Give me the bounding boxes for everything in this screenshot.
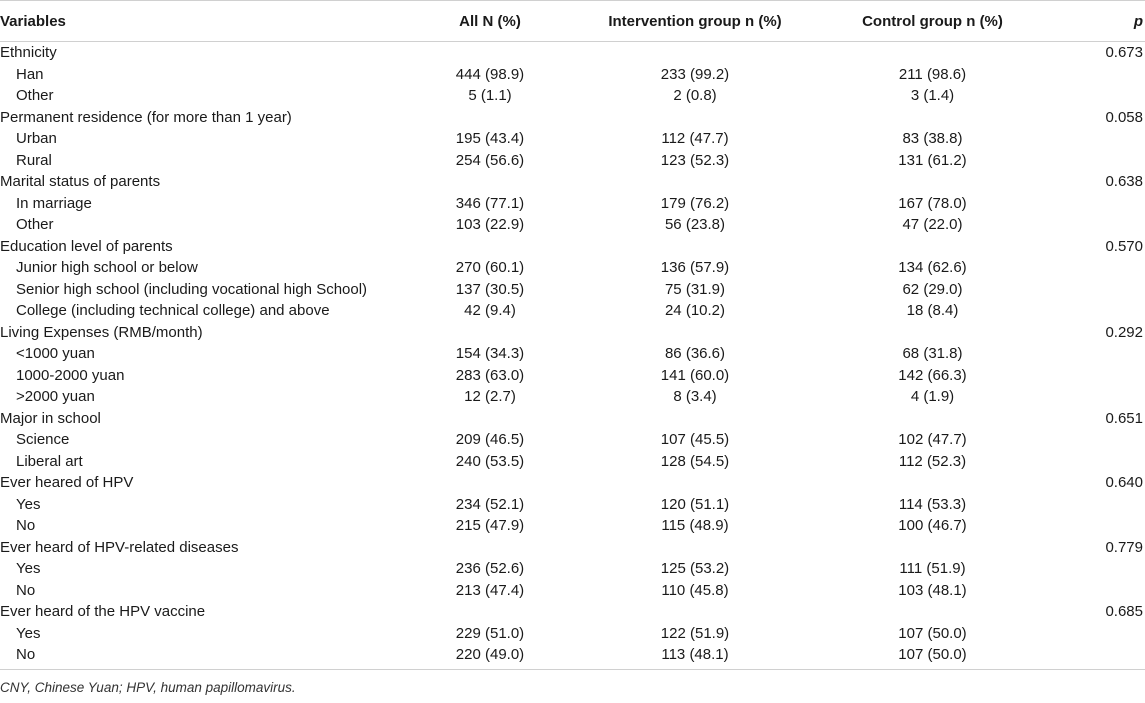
cell-intervention: 107 (45.5): [660, 431, 730, 448]
cell-all: 444 (98.9): [455, 65, 525, 83]
cell-intervention: 56 (23.8): [664, 216, 726, 233]
cell-intervention: 122 (51.9): [660, 624, 730, 642]
cell-variable: Urban: [16, 130, 57, 147]
cell-intervention: [580, 537, 810, 559]
table-row: [0, 580, 1145, 602]
cell-variable: No: [16, 517, 36, 534]
cell-intervention: [580, 601, 810, 623]
cell-all: [400, 107, 580, 129]
cell-variable: Han: [16, 65, 44, 83]
table-footnote: CNY, Chinese Yuan; HPV, human papillomavirus.: [0, 680, 296, 695]
cell-all: 346 (77.1): [455, 194, 525, 212]
cell-p-value: 0.570: [1105, 237, 1143, 255]
cell-control: 83 (38.8): [902, 130, 963, 147]
cell-p-value: [1055, 214, 1145, 236]
cell-control: 131 (61.2): [898, 151, 967, 169]
cell-intervention: [580, 322, 810, 344]
cell-intervention: 179 (76.2): [660, 194, 730, 212]
cell-all: 42 (9.4): [464, 302, 516, 319]
cell-intervention: [580, 408, 810, 430]
table-row-category: [0, 537, 1145, 559]
table-row: [0, 623, 1145, 645]
table-row-category: [0, 322, 1145, 344]
table-row: [0, 429, 1145, 451]
table-row: [0, 128, 1145, 150]
cell-control: [810, 472, 1055, 494]
cell-variable: Junior high school or below: [16, 259, 198, 276]
cell-intervention: [580, 236, 810, 258]
cell-control: 134 (62.6): [898, 259, 967, 276]
cell-p-value: 0.779: [1105, 538, 1143, 556]
cell-intervention: 233 (99.2): [660, 65, 730, 83]
header-p: p: [1055, 1, 1145, 42]
cell-control: 47 (22.0): [902, 216, 963, 233]
cell-control: [810, 236, 1055, 258]
cell-control: 211 (98.6): [898, 65, 967, 83]
cell-p-value: 0.685: [1105, 603, 1143, 620]
table-row: [0, 150, 1145, 172]
cell-intervention: 120 (51.1): [660, 495, 730, 513]
cell-intervention: 115 (48.9): [661, 517, 729, 534]
cell-p-value: [1055, 365, 1145, 387]
cell-variable: 1000-2000 yuan: [16, 366, 125, 384]
cell-all: 103 (22.9): [455, 216, 525, 233]
cell-all: [400, 322, 580, 344]
cell-control: 107 (50.0): [810, 644, 1055, 669]
table-row-category: [0, 472, 1145, 494]
cell-p-value: [1055, 257, 1145, 279]
cell-all: 12 (2.7): [464, 388, 516, 405]
cell-variable: Yes: [16, 560, 41, 577]
table-row: [0, 343, 1145, 365]
table-header: [0, 1, 1145, 42]
cell-intervention: 141 (60.0): [660, 366, 730, 384]
cell-intervention: 86 (36.6): [664, 345, 726, 362]
cell-p-value: [1055, 644, 1145, 669]
cell-p-value: [1055, 429, 1145, 451]
cell-control: [810, 408, 1055, 430]
cell-p-value: [1055, 558, 1145, 580]
table-row-category: [0, 107, 1145, 129]
cell-intervention: [580, 42, 810, 64]
cell-control: 68 (31.8): [902, 345, 963, 362]
cell-intervention: 136 (57.9): [660, 259, 730, 276]
cell-variable: Science: [16, 431, 70, 448]
cell-control: 102 (47.7): [898, 431, 967, 448]
table-body: [0, 42, 1145, 670]
table-row-category: [0, 408, 1145, 430]
cell-control: 107 (50.0): [898, 624, 967, 642]
cell-variable: Liberal art: [16, 452, 83, 470]
table-row: [0, 300, 1145, 322]
table-row-category: [0, 42, 1145, 64]
cell-p-value: [1055, 150, 1145, 172]
table-row: [0, 451, 1145, 473]
cell-variable: In marriage: [16, 194, 92, 212]
cell-variable: Marital status of parents: [0, 173, 161, 190]
cell-variable: Ethnicity: [0, 44, 57, 61]
cell-variable: Senior high school (including vocational high School): [16, 280, 368, 298]
table-row: [0, 644, 1145, 669]
table-row: [0, 386, 1145, 408]
cell-p-value: [1055, 386, 1145, 408]
cell-intervention: [580, 472, 810, 494]
cell-p-value: [1055, 64, 1145, 86]
header-all: All N (%): [400, 1, 580, 42]
cell-p-value: [1055, 85, 1145, 107]
table-row: [0, 85, 1145, 107]
cell-p-value: [1055, 451, 1145, 473]
cell-p-value: 0.673: [1105, 44, 1143, 61]
header-control: Control group n (%): [810, 1, 1055, 42]
cell-intervention: 110 (45.8): [661, 581, 729, 599]
cell-intervention: 128 (54.5): [660, 452, 730, 470]
cell-all: 240 (53.5): [455, 452, 525, 470]
cell-intervention: 2 (0.8): [673, 87, 717, 104]
cell-variable: <1000 yuan: [16, 345, 95, 362]
table-row: [0, 214, 1145, 236]
cell-control: 18 (8.4): [906, 302, 959, 319]
cell-control: 142 (66.3): [898, 366, 967, 384]
cell-p-value: [1055, 300, 1145, 322]
cell-all: [400, 408, 580, 430]
cell-control: 112 (52.3): [898, 452, 967, 470]
cell-p-value: [1055, 193, 1145, 215]
cell-variable: No: [16, 581, 36, 599]
cell-all: [400, 472, 580, 494]
cell-intervention: 75 (31.9): [664, 280, 726, 298]
table-row-category: [0, 171, 1145, 193]
header-variables: Variables: [0, 1, 400, 42]
cell-control: 103 (48.1): [898, 581, 967, 599]
table-row: [0, 558, 1145, 580]
cell-all: 215 (47.9): [455, 517, 525, 534]
cell-all: 283 (63.0): [455, 366, 525, 384]
cell-control: 111 (51.9): [899, 560, 966, 577]
cell-all: 137 (30.5): [455, 280, 525, 298]
cell-intervention: 8 (3.4): [673, 388, 717, 405]
cell-p-value: [1055, 515, 1145, 537]
cell-control: 100 (46.7): [898, 517, 967, 534]
cell-variable: College (including technical college) and above: [16, 302, 330, 319]
cell-all: [400, 42, 580, 64]
cell-p-value: [1055, 343, 1145, 365]
cell-p-value: 0.638: [1105, 173, 1143, 190]
cell-intervention: 123 (52.3): [660, 151, 730, 169]
cell-all: 254 (56.6): [455, 151, 525, 169]
cell-intervention: 112 (47.7): [661, 130, 729, 147]
cell-p-value: [1055, 279, 1145, 301]
cell-intervention: [580, 171, 810, 193]
cell-variable: Ever heared of HPV: [0, 474, 134, 491]
header-row: [0, 1, 1145, 42]
cell-all: [400, 171, 580, 193]
cell-variable: Ever heard of the HPV vaccine: [0, 603, 206, 620]
cell-all: [400, 601, 580, 623]
cell-variable: Major in school: [0, 409, 101, 427]
cell-all: 220 (49.0): [400, 644, 580, 669]
table-row: [0, 494, 1145, 516]
cell-variable: Other: [16, 87, 54, 104]
table-row: [0, 365, 1145, 387]
cell-all: 236 (52.6): [455, 560, 525, 577]
cell-p-value: 0.640: [1105, 474, 1143, 491]
cell-p-value: [1055, 128, 1145, 150]
cell-intervention: 125 (53.2): [660, 560, 730, 577]
cell-control: 114 (53.3): [898, 495, 967, 513]
cell-all: 229 (51.0): [455, 624, 525, 642]
cell-all: 209 (46.5): [455, 431, 525, 448]
table-row: [0, 279, 1145, 301]
cell-p-value: 0.292: [1105, 323, 1143, 341]
cell-variable: Yes: [16, 495, 41, 513]
cell-variable: Rural: [16, 151, 52, 169]
cell-control: [810, 601, 1055, 623]
cell-all: 154 (34.3): [455, 345, 525, 362]
cell-all: [400, 236, 580, 258]
cell-all: 195 (43.4): [455, 130, 525, 147]
table-row: [0, 64, 1145, 86]
table-row: [0, 257, 1145, 279]
cell-intervention: [580, 107, 810, 129]
cell-p-value: 0.058: [1105, 108, 1143, 126]
cell-variable: Ever heard of HPV-related diseases: [0, 538, 239, 556]
cell-all: 213 (47.4): [455, 581, 525, 599]
cell-p-value: [1055, 580, 1145, 602]
header-intervention: Intervention group n (%): [580, 1, 810, 42]
cell-control: 62 (29.0): [902, 280, 963, 298]
cell-intervention: 113 (48.1): [580, 644, 810, 669]
table-row-category: [0, 236, 1145, 258]
cell-all: 270 (60.1): [455, 259, 525, 276]
cell-variable: Yes: [16, 624, 41, 642]
cell-variable: Education level of parents: [0, 237, 173, 255]
cell-all: 234 (52.1): [455, 495, 525, 513]
cell-p-value: [1055, 494, 1145, 516]
cell-intervention: 24 (10.2): [664, 302, 726, 319]
table-row: [0, 515, 1145, 537]
cell-control: 3 (1.4): [910, 87, 955, 104]
cell-all: [400, 537, 580, 559]
cell-variable: Living Expenses (RMB/month): [0, 323, 203, 341]
cell-variable: No: [0, 644, 400, 669]
cell-variable: >2000 yuan: [16, 388, 95, 405]
table-row: [0, 193, 1145, 215]
cell-control: 4 (1.9): [910, 388, 955, 405]
cell-control: 167 (78.0): [898, 194, 967, 212]
cell-control: [810, 107, 1055, 129]
cell-variable: Permanent residence (for more than 1 year): [0, 108, 292, 126]
cell-p-value: 0.651: [1105, 409, 1143, 427]
cell-control: [810, 537, 1055, 559]
cell-p-value: [1055, 623, 1145, 645]
cell-control: [810, 42, 1055, 64]
cell-control: [810, 322, 1055, 344]
cell-control: [810, 171, 1055, 193]
cell-variable: Other: [16, 216, 54, 233]
table-row-category: [0, 601, 1145, 623]
cell-all: 5 (1.1): [468, 87, 512, 104]
